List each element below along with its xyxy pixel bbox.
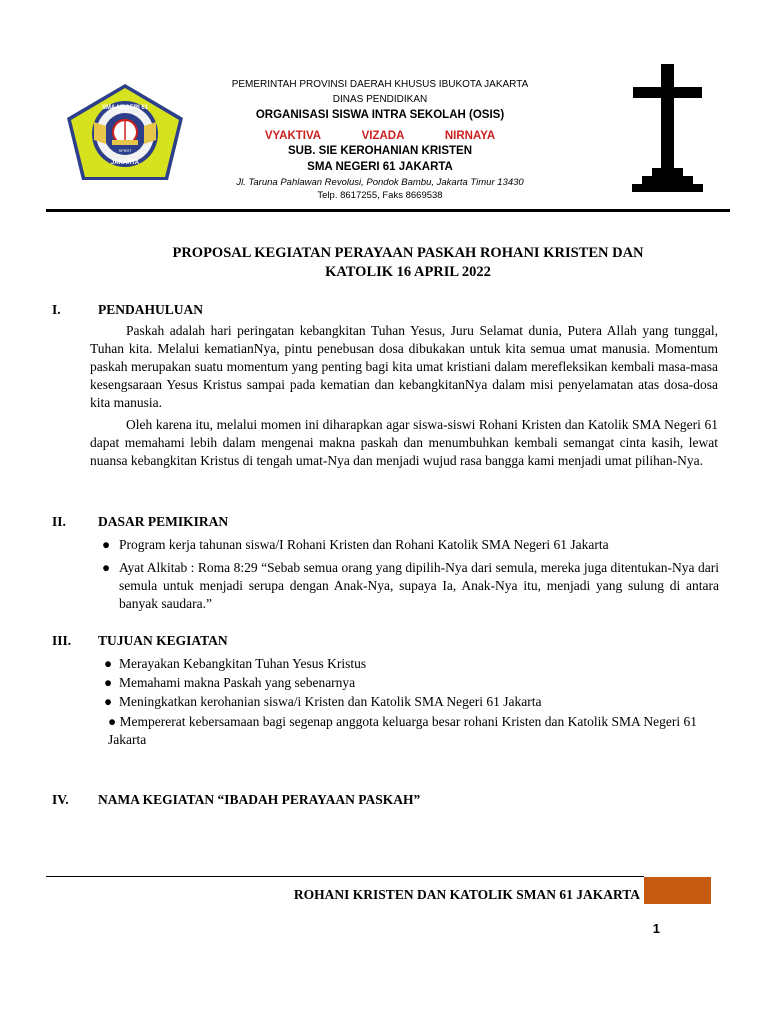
bullet-icon: ● [104, 656, 113, 671]
school-logo [64, 82, 186, 184]
sub-division: SUB. SIE KEROHANIAN KRISTEN [287, 145, 473, 157]
bullet-icon: ● [108, 714, 117, 729]
list-item [108, 713, 722, 751]
list-item [104, 674, 704, 692]
section-title: TUJUAN KEGIATAN [98, 633, 228, 648]
document-title [90, 244, 726, 282]
list-item [104, 655, 704, 673]
bullet-icon: ● [104, 694, 113, 709]
list-item-text: Memahami makna Paskah yang sebenarnya [119, 675, 356, 690]
logo-bottom-text: JAKARTA [110, 160, 140, 166]
list-item-text-wrap [108, 713, 722, 749]
paragraph: Oleh karena itu, melalui momen ini diharapkan agar siswa-siswi Rohani Kristen dan Katolik SMA Negeri 61 dapat memahami lebih dalam mengenai makna paskah dan menumbuhkan kembali semangat cinta kasih, lewat nuansa kebangkitan Kristus di tengah umat-Nya dan menjadi wujud rasa bangga kami menjadi umat pilihan-Nya. [90, 417, 718, 468]
list-item [104, 693, 704, 711]
list-item-text: Program kerja tahunan siswa/I Rohani Kristen dan Rohani Katolik SMA Negeri 61 Jakarta [119, 537, 609, 552]
section-number: II. [52, 514, 66, 529]
bullet-icon: ● [102, 560, 111, 575]
address: Jl. Taruna Pahlawan Revolusi, Pondok Bambu, Jakarta Timur 13430 [236, 177, 524, 188]
page-number: 1 [652, 921, 660, 936]
bullet-icon: ● [104, 675, 113, 690]
organization-name: ORGANISASI SISWA INTRA SEKOLAH (OSIS) [255, 109, 505, 121]
list-item [102, 559, 722, 615]
list-item-text: Ayat Alkitab : Roma 8:29 “Sebab semua orang yang dipilih-Nya dari semula, mereka juga ditentukan-Nya dari semula untuk menjadi serupa dengan Anak-Nya, supaya Ia, Anak-Nya itu, menjadi yang sulung di antara banyak saudara.” [119, 560, 719, 611]
school-name: SMA NEGERI 61 JAKARTA [307, 161, 453, 173]
footer-text: ROHANI KRISTEN DAN KATOLIK SMAN 61 JAKARTA [293, 887, 640, 902]
bullet-icon: ● [102, 537, 111, 552]
paragraph: Paskah adalah hari peringatan kebangkitan Tuhan Yesus, Juru Selamat dunia, Putera Allah yang tunggal, Tuhan kita. Melalui kematianNya, pintu penebusan dosa dibukakan untuk kita semua umat manusia. Momentum paskah merupakan suatu momentum yang penting bagi kita umat kristiani dalam merefleksikan kembali masa-masa kesengsaraan Yesus Kristus sampai pada kematian dan kebangkitanNya dalam misi penyelamatan atas dosa-dosa kita manusia. [90, 323, 718, 410]
government-line: PEMERINTAH PROVINSI DAERAH KHUSUS IBUKOTA JAKARTA [231, 79, 529, 90]
phone: Telp. 8617255, Faks 8669538 [317, 190, 443, 201]
title-line: PROPOSAL KEGIATAN PERAYAAN PASKAH ROHANI KRISTEN DAN [172, 245, 644, 261]
motto-word: VIZADA [361, 130, 405, 142]
section-title: NAMA KEGIATAN “IBADAH PERAYAAN PASKAH” [98, 792, 421, 807]
motto [190, 126, 570, 144]
list-item-text: Meningkatkan kerohanian siswa/i Kristen dan Katolik SMA Negeri 61 Jakarta [119, 694, 542, 709]
section-number: I. [52, 302, 61, 317]
list-item-text: Mempererat kebersamaan bagi segenap anggota keluarga besar rohani Kristen dan Katolik SMA Negeri 61 Jakarta [108, 714, 697, 747]
list-item [102, 536, 722, 554]
footer-accent-block [644, 877, 711, 904]
section-number: IV. [52, 792, 69, 807]
header-divider [46, 209, 730, 212]
logo-top-text: SMA NEGERI 61 [101, 105, 149, 111]
title-line: KATOLIK 16 APRIL 2022 [325, 264, 491, 280]
section-title: PENDAHULUAN [98, 302, 204, 317]
list-item-text: Merayakan Kebangkitan Tuhan Yesus Kristus [119, 656, 367, 671]
department-line: DINAS PENDIDIKAN [332, 94, 428, 105]
cross-icon [630, 64, 706, 192]
logo-center-text: SPIRIT [118, 148, 132, 153]
motto-word: VYAKTIVA [264, 130, 322, 142]
footer-divider [46, 876, 644, 877]
section-number: III. [52, 633, 72, 648]
section-title: DASAR PEMIKIRAN [98, 514, 229, 529]
motto-word: NIRNAYA [444, 130, 496, 142]
